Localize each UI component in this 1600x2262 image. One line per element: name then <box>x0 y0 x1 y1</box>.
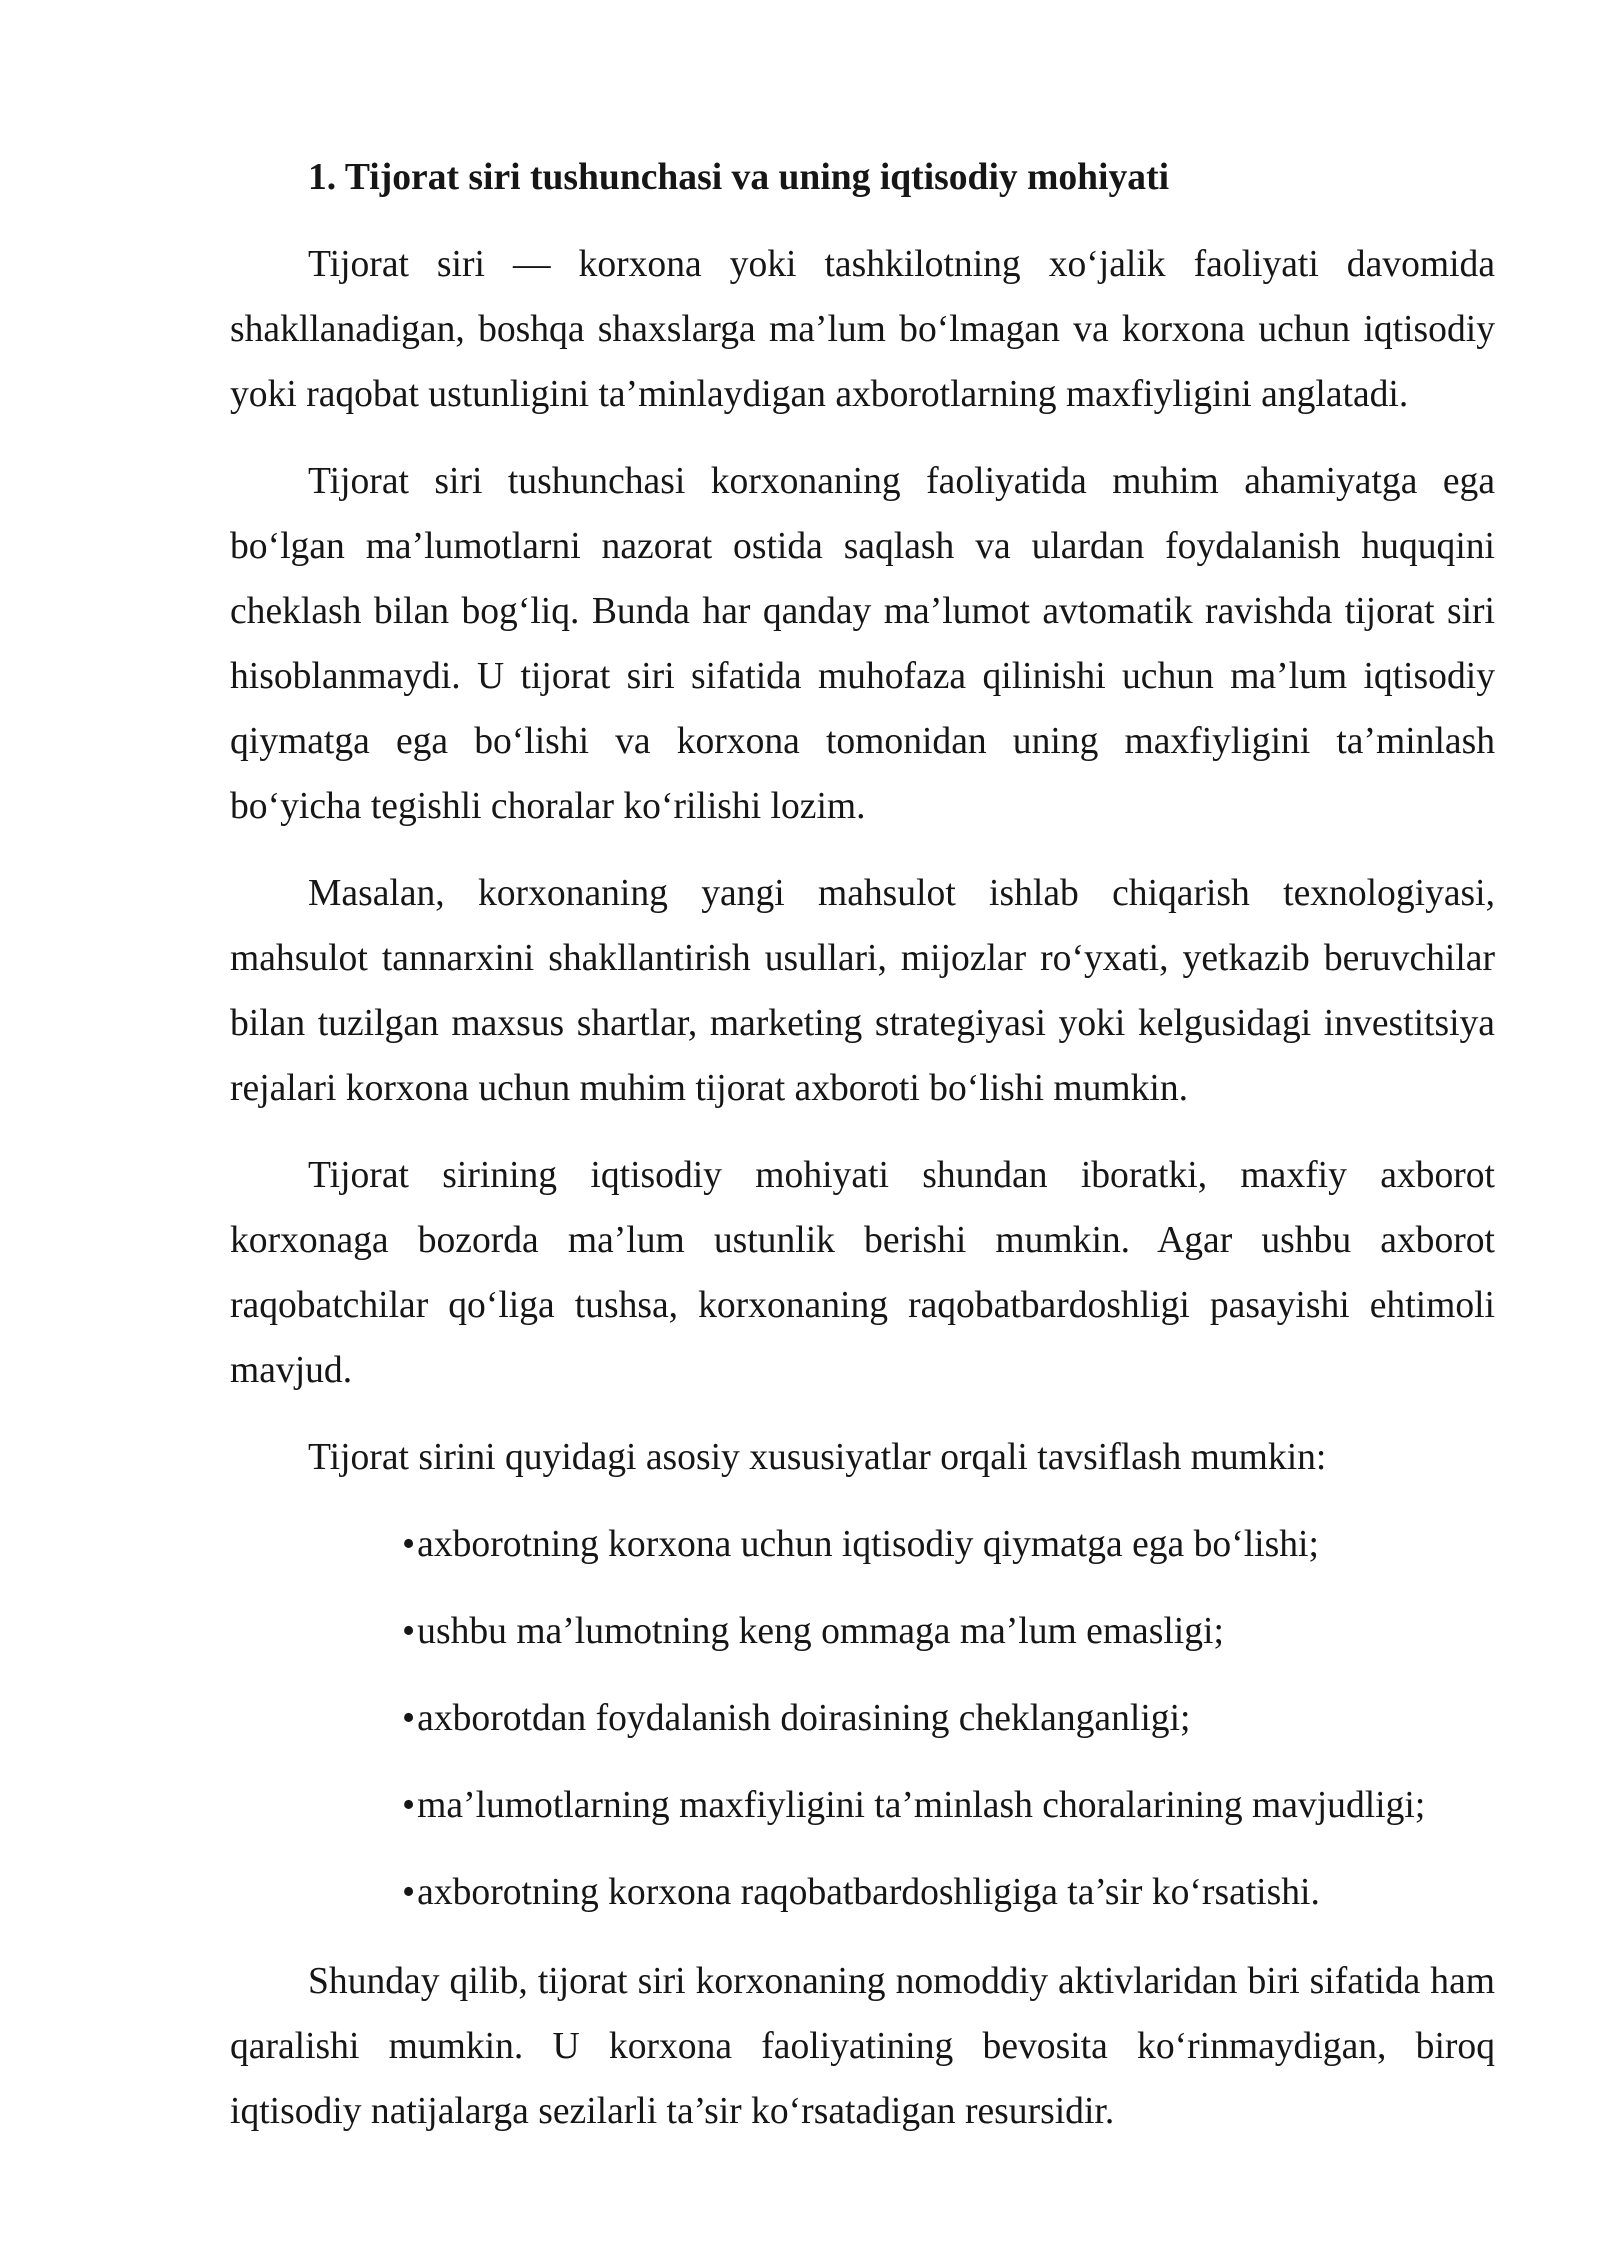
paragraph-list-intro: Tijorat sirini quyidagi asosiy xususiyatlar orqali tavsiflash mumkin: <box>308 1437 1327 1478</box>
paragraph-conclusion: Shunday qilib, tijorat siri korxonaning nomoddiy aktivlaridan biri sifatida ham qaralishi mumkin. U korxona faoliyatining bevosita ko‘rinmaydigan, biroq iqtisodiy natijalarga sezilarli ta’sir ko‘rsatadigan resursidir. <box>230 1961 1495 2132</box>
paragraph-concept: Tijorat siri tushunchasi korxonaning faoliyatida muhim ahamiyatga ega bo‘lgan ma’lumotlarni nazorat ostida saqlash va ulardan foydalanish huquqini cheklash bilan bog‘liq. Bunda har qanday ma’lumot avtomatik ravishda tijorat siri hisoblanmaydi. U tijorat siri sifatida muhofaza qilinishi uchun ma’lum iqtisodiy qiymatga ega bo‘lishi va korxona tomonidan uning maxfiyligini ta’minlash bo‘yicha tegishli choralar ko‘rilishi lozim. <box>230 461 1495 827</box>
list-item-text: axborotning korxona raqobatbardoshligiga ta’sir ko‘rsatishi. <box>417 1872 1320 1913</box>
list-item-text: axborotning korxona uchun iqtisodiy qiymatga ega bo‘lishi; <box>417 1524 1319 1565</box>
bullet-icon: • <box>402 1524 416 1565</box>
list-item-text: ushbu ma’lumotning keng ommaga ma’lum emasligi; <box>417 1611 1224 1652</box>
list-item-text: ma’lumotlarning maxfiyligini ta’minlash choralarining mavjudligi; <box>417 1785 1426 1826</box>
bullet-icon: • <box>402 1611 416 1652</box>
features-list <box>230 1512 1495 1925</box>
bullet-icon: • <box>402 1872 416 1913</box>
list-item <box>402 1860 1495 1925</box>
list-item <box>402 1599 1495 1664</box>
section-heading: 1. Tijorat siri tushunchasi va uning iqtisodiy mohiyati <box>308 157 1170 198</box>
list-item <box>402 1773 1495 1838</box>
bullet-icon: • <box>402 1785 416 1826</box>
bullet-icon: • <box>402 1698 416 1739</box>
paragraph-definition: Tijorat siri — korxona yoki tashkilotning xo‘jalik faoliyati davomida shakllanadigan, boshqa shaxslarga ma’lum bo‘lmagan va korxona uchun iqtisodiy yoki raqobat ustunligini ta’minlaydigan axborotlarning maxfiyligini anglatadi. <box>230 244 1495 415</box>
paragraph-economic-essence: Tijorat sirining iqtisodiy mohiyati shundan iboratki, maxfiy axborot korxonaga bozorda ma’lum ustunlik berishi mumkin. Agar ushbu axborot raqobatchilar qo‘liga tushsa, korxonaning raqobatbardoshligi pasayishi ehtimoli mavjud. <box>230 1155 1495 1391</box>
paragraph-examples: Masalan, korxonaning yangi mahsulot ishlab chiqarish texnologiyasi, mahsulot tannarxini shakllantirish usullari, mijozlar ro‘yxati, yetkazib beruvchilar bilan tuzilgan maxsus shartlar, marketing strategiyasi yoki kelgusidagi investitsiya rejalari korxona uchun muhim tijorat axboroti bo‘lishi mumkin. <box>230 873 1495 1109</box>
list-item-text: axborotdan foydalanish doirasining cheklanganligi; <box>417 1698 1191 1739</box>
list-item <box>402 1686 1495 1751</box>
list-item <box>402 1512 1495 1577</box>
